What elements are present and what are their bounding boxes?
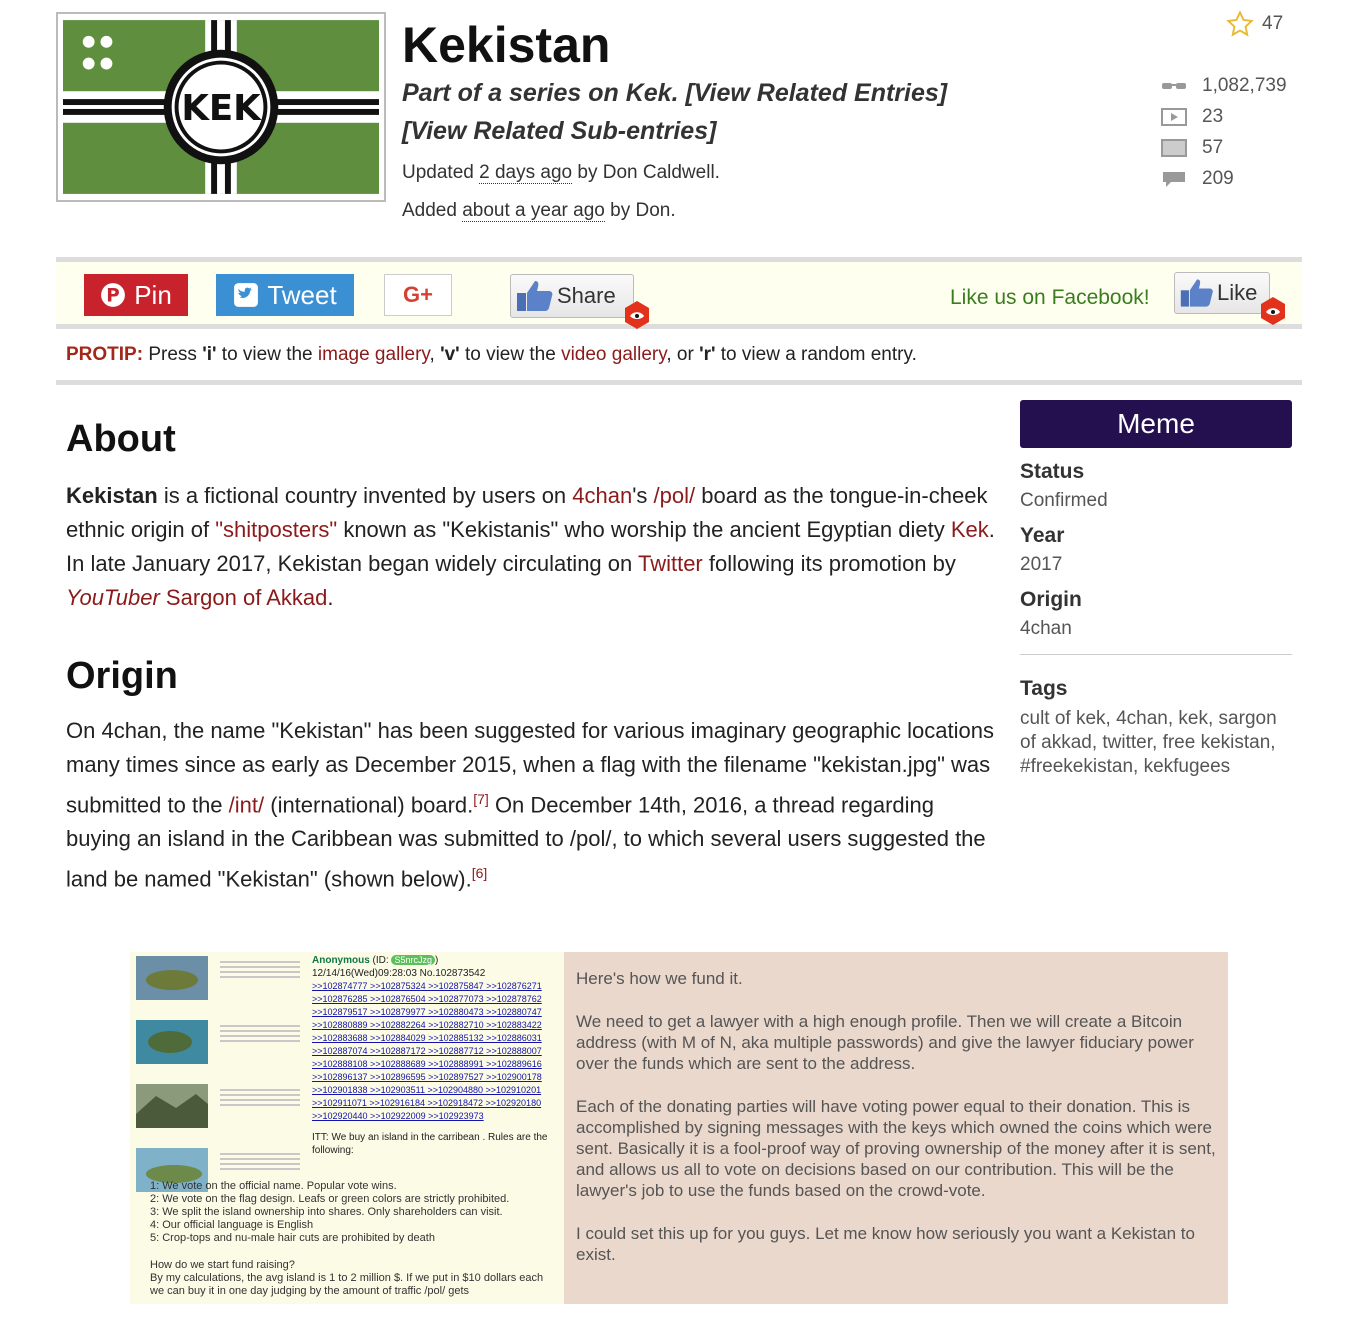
divider (56, 380, 1302, 385)
citation-6[interactable]: [6] (471, 865, 488, 882)
post-replies: >>102874777 >>102875324 >>102875847 >>102876271 >>102876285 >>102876504 >>102877073 >>102878762 >>102879517 >>102879977 >>102880473 >>102880747 >>102880889 >>102882264 >>102882710 >>102883422 >>102883688 >>102884029 >>102885132 >>102886031 >>102887074 >>102887172 >>102887712 >>102888007 >>102888108 >>102888689 >>102888991 >>102889616 >>102896137 >>102896595 >>102897527 >>102900178 >>102901838 >>102903511 >>102904880 >>102910201 >>102911071 >>102916184 >>102918472 >>102920180 >>102920440 >>102922009 >>102923973 (312, 981, 542, 1121)
glasses-icon (1160, 81, 1188, 91)
text: ) (434, 955, 439, 966)
origin-paragraph (66, 714, 996, 897)
screenshot-left-panel (130, 952, 564, 1304)
about-paragraph (66, 479, 996, 615)
category-header[interactable]: Meme (1020, 400, 1292, 448)
origin-label: Origin (1020, 588, 1082, 611)
link-int[interactable]: /int/ (228, 792, 265, 818)
protip-text: Press (143, 344, 203, 365)
added-by-text: by (604, 200, 636, 221)
updated-by-user-link[interactable]: Don Caldwell. (602, 162, 720, 183)
text: (international) board. (264, 792, 474, 818)
views-count: 1,082,739 (1202, 74, 1287, 96)
share-label: Share (557, 283, 616, 308)
reply-paragraph: Each of the donating parties will have voting power equal to their donation. This is accomplished by signing messages with the keys which owned the coins which were sent. Basically it is a fool-proof way of proving ownership of the money after it is sent, and allows us all to vote on decisions based on our contribution. This will be the lawyer's job to use the funds based on the crowd-vote. (576, 1097, 1216, 1200)
tweet-button[interactable] (216, 274, 354, 316)
island-thumbnails (136, 952, 306, 1208)
protip-key-i: 'i' (202, 344, 217, 365)
link-youtuber[interactable]: YouTuber (66, 585, 160, 610)
text: following its promotion by (702, 551, 956, 576)
link-sargon-of-akkad[interactable]: Sargon of Akkad (165, 585, 328, 610)
status-label: Status (1020, 460, 1085, 483)
entry-stats (1160, 70, 1320, 194)
text: . (327, 585, 334, 610)
protip-label: PROTIP: (66, 344, 144, 365)
status-value: Confirmed (1020, 490, 1108, 511)
island-image (136, 956, 208, 1000)
like-label: Like (1217, 280, 1258, 305)
view-related-entries-link[interactable]: [View Related Entries] (685, 79, 948, 107)
facebook-like-button[interactable] (1174, 272, 1270, 314)
link-pol[interactable]: /pol/ (653, 483, 696, 508)
twitter-icon (233, 282, 259, 308)
videos-stat[interactable] (1160, 101, 1320, 132)
rule-item: 2: We vote on the flag design. Leafs or green colors are strictly prohibited. (150, 1193, 510, 1205)
thread-screenshot[interactable] (130, 952, 1228, 1304)
google-plus-button[interactable] (384, 274, 452, 316)
reply-paragraph: I could set this up for you guys. Let me know how seriously you want a Kekistan to exist. (576, 1224, 1195, 1264)
citation-7[interactable]: [7] (473, 791, 489, 807)
updated-prefix: Updated (402, 162, 480, 183)
island-thumbnail (136, 952, 306, 1014)
island-image (136, 1020, 208, 1064)
rule-item: 1: We vote on the official name. Popular vote wins. (150, 1180, 397, 1192)
hot-badge-icon (1258, 296, 1288, 326)
reply-paragraph: Here's how we fund it. (576, 969, 743, 988)
images-count: 57 (1202, 136, 1224, 158)
rule-item: 5: Crop-tops and nu-male hair cuts are prohibited by death (150, 1232, 435, 1244)
updated-line (402, 162, 720, 184)
pinterest-icon (100, 282, 126, 308)
post-date: 12/14/16(Wed)09:28:03 No.102873542 (312, 968, 486, 979)
link-kek[interactable]: Kek (950, 517, 989, 542)
poster-id: S5nrcJzg (391, 955, 435, 965)
fund-answer: By my calculations, the avg island is 1 to 2 million $. If we put in $10 dollars each we can buy it in one day judging by the amount of traffic /pol/ gets (150, 1272, 544, 1297)
text: known as "Kekistanis" who worship the ancient Egyptian diety (337, 517, 951, 542)
divider (1020, 654, 1292, 655)
tags-label: Tags (1020, 677, 1068, 700)
text: board as the tongue-in-cheek ethnic origin of (66, 483, 988, 542)
image-icon (1160, 139, 1188, 157)
added-line (402, 200, 676, 222)
views-stat (1160, 70, 1320, 101)
island-thumbnail (136, 1080, 306, 1142)
text: On 4chan, the name "Kekistan" has been suggested for various imaginary geographic locations many times since as early as December 2015, when a flag with the filename "kekistan.jpg" was submitted to the (66, 718, 994, 818)
protip-text: , (429, 344, 441, 365)
share-bar (56, 257, 1302, 329)
updated-time: 2 days ago (479, 162, 573, 183)
poster-name: Anonymous (312, 955, 370, 966)
comments-count: 209 (1202, 167, 1234, 189)
added-time: about a year ago (462, 200, 605, 221)
forum-post (312, 954, 562, 1157)
favorite-count: 47 (1262, 13, 1284, 34)
screenshot-reply-panel (564, 952, 1228, 1304)
entry-image[interactable] (56, 12, 386, 202)
facebook-share-button[interactable] (510, 274, 634, 318)
image-gallery-link[interactable]: image gallery (317, 344, 430, 365)
google-plus-label: G+ (403, 282, 433, 307)
protip-key-v: 'v' (440, 344, 460, 365)
fund-question: How do we start fund raising? (150, 1259, 295, 1271)
reply-paragraph: We need to get a lawyer with a high enough profile. Then we will create a Bitcoin address (with M of N, aka multiple passwords) and give the lawyer fiduciary power over the funds which are sent to the address. (576, 1012, 1194, 1073)
origin-value[interactable]: 4chan (1020, 618, 1072, 639)
added-by-user-link[interactable]: Don. (635, 200, 676, 221)
year-label: Year (1020, 524, 1065, 547)
entry-body (66, 400, 996, 897)
video-gallery-link[interactable]: video gallery (561, 344, 667, 365)
flag-emblem-text: KEK (181, 87, 261, 129)
like-us-on-facebook-text: Like us on Facebook! (950, 286, 1150, 309)
text: (ID: (369, 955, 392, 966)
videos-count: 23 (1202, 105, 1224, 127)
text: On December 14th, 2016, a thread regarding buying an island in the Caribbean was submitted to /pol/, to which several users suggested the land be named "Kekistan" (shown below). (66, 792, 986, 892)
rule-item: 3: We split the island ownership into shares. Only shareholders can visit. (150, 1206, 503, 1218)
protip-text: to view the (459, 344, 562, 365)
thumbs-up-icon (1179, 277, 1217, 309)
protip-text: to view a random entry. (715, 344, 917, 365)
post-rules (150, 1180, 560, 1298)
pinterest-pin-button[interactable] (84, 274, 188, 316)
tweet-label: Tweet (267, 279, 337, 310)
text: . In late January 2017, Kekistan began widely circulating on (66, 517, 995, 576)
protip-text: , or (666, 344, 700, 365)
images-stat[interactable] (1160, 132, 1320, 163)
svg-text:P: P (106, 285, 120, 307)
comments-stat[interactable] (1160, 163, 1320, 194)
link-4chan[interactable]: 4chan (572, 483, 633, 508)
island-image (136, 1084, 208, 1128)
video-icon (1160, 108, 1188, 126)
text: is a fictional country invented by users on (157, 483, 573, 508)
about-heading: About (66, 418, 176, 460)
post-intro: ITT: We buy an island in the carribean . Rules are the following: (312, 1132, 548, 1156)
protip (66, 344, 917, 366)
year-value[interactable]: 2017 (1020, 554, 1063, 575)
sidebar (1020, 400, 1292, 779)
bold-term: Kekistan (66, 483, 158, 508)
protip-key-r: 'r' (699, 344, 716, 365)
series-prefix: Part of a series on (402, 79, 626, 107)
star-icon (1226, 10, 1254, 38)
comment-icon (1160, 170, 1188, 188)
series-link-kek[interactable]: Kek. (625, 79, 679, 107)
origin-heading: Origin (66, 655, 178, 697)
rule-item: 4: Our official language is English (150, 1219, 314, 1231)
series-info (402, 74, 1002, 150)
link-twitter[interactable]: Twitter (637, 551, 703, 576)
thumbs-up-icon (515, 279, 557, 313)
page-title: Kekistan (402, 17, 611, 73)
kekistan-flag-image (63, 19, 379, 195)
island-thumbnail (136, 1016, 306, 1078)
updated-by-text: by (572, 162, 603, 183)
pin-label: Pin (134, 279, 172, 310)
tags-list[interactable]: cult of kek, 4chan, kek, sargon of akkad, twitter, free kekistan, #freekekistan, kekfugees (1020, 708, 1277, 777)
favorite-button[interactable] (1226, 10, 1283, 38)
view-related-sub-entries-link[interactable]: [View Related Sub-entries] (402, 117, 717, 145)
hot-badge-icon (622, 300, 652, 330)
link-shitposters[interactable]: "shitposters" (215, 517, 338, 542)
text: 's (632, 483, 654, 508)
protip-text: to view the (216, 344, 318, 365)
added-prefix: Added (402, 200, 463, 221)
